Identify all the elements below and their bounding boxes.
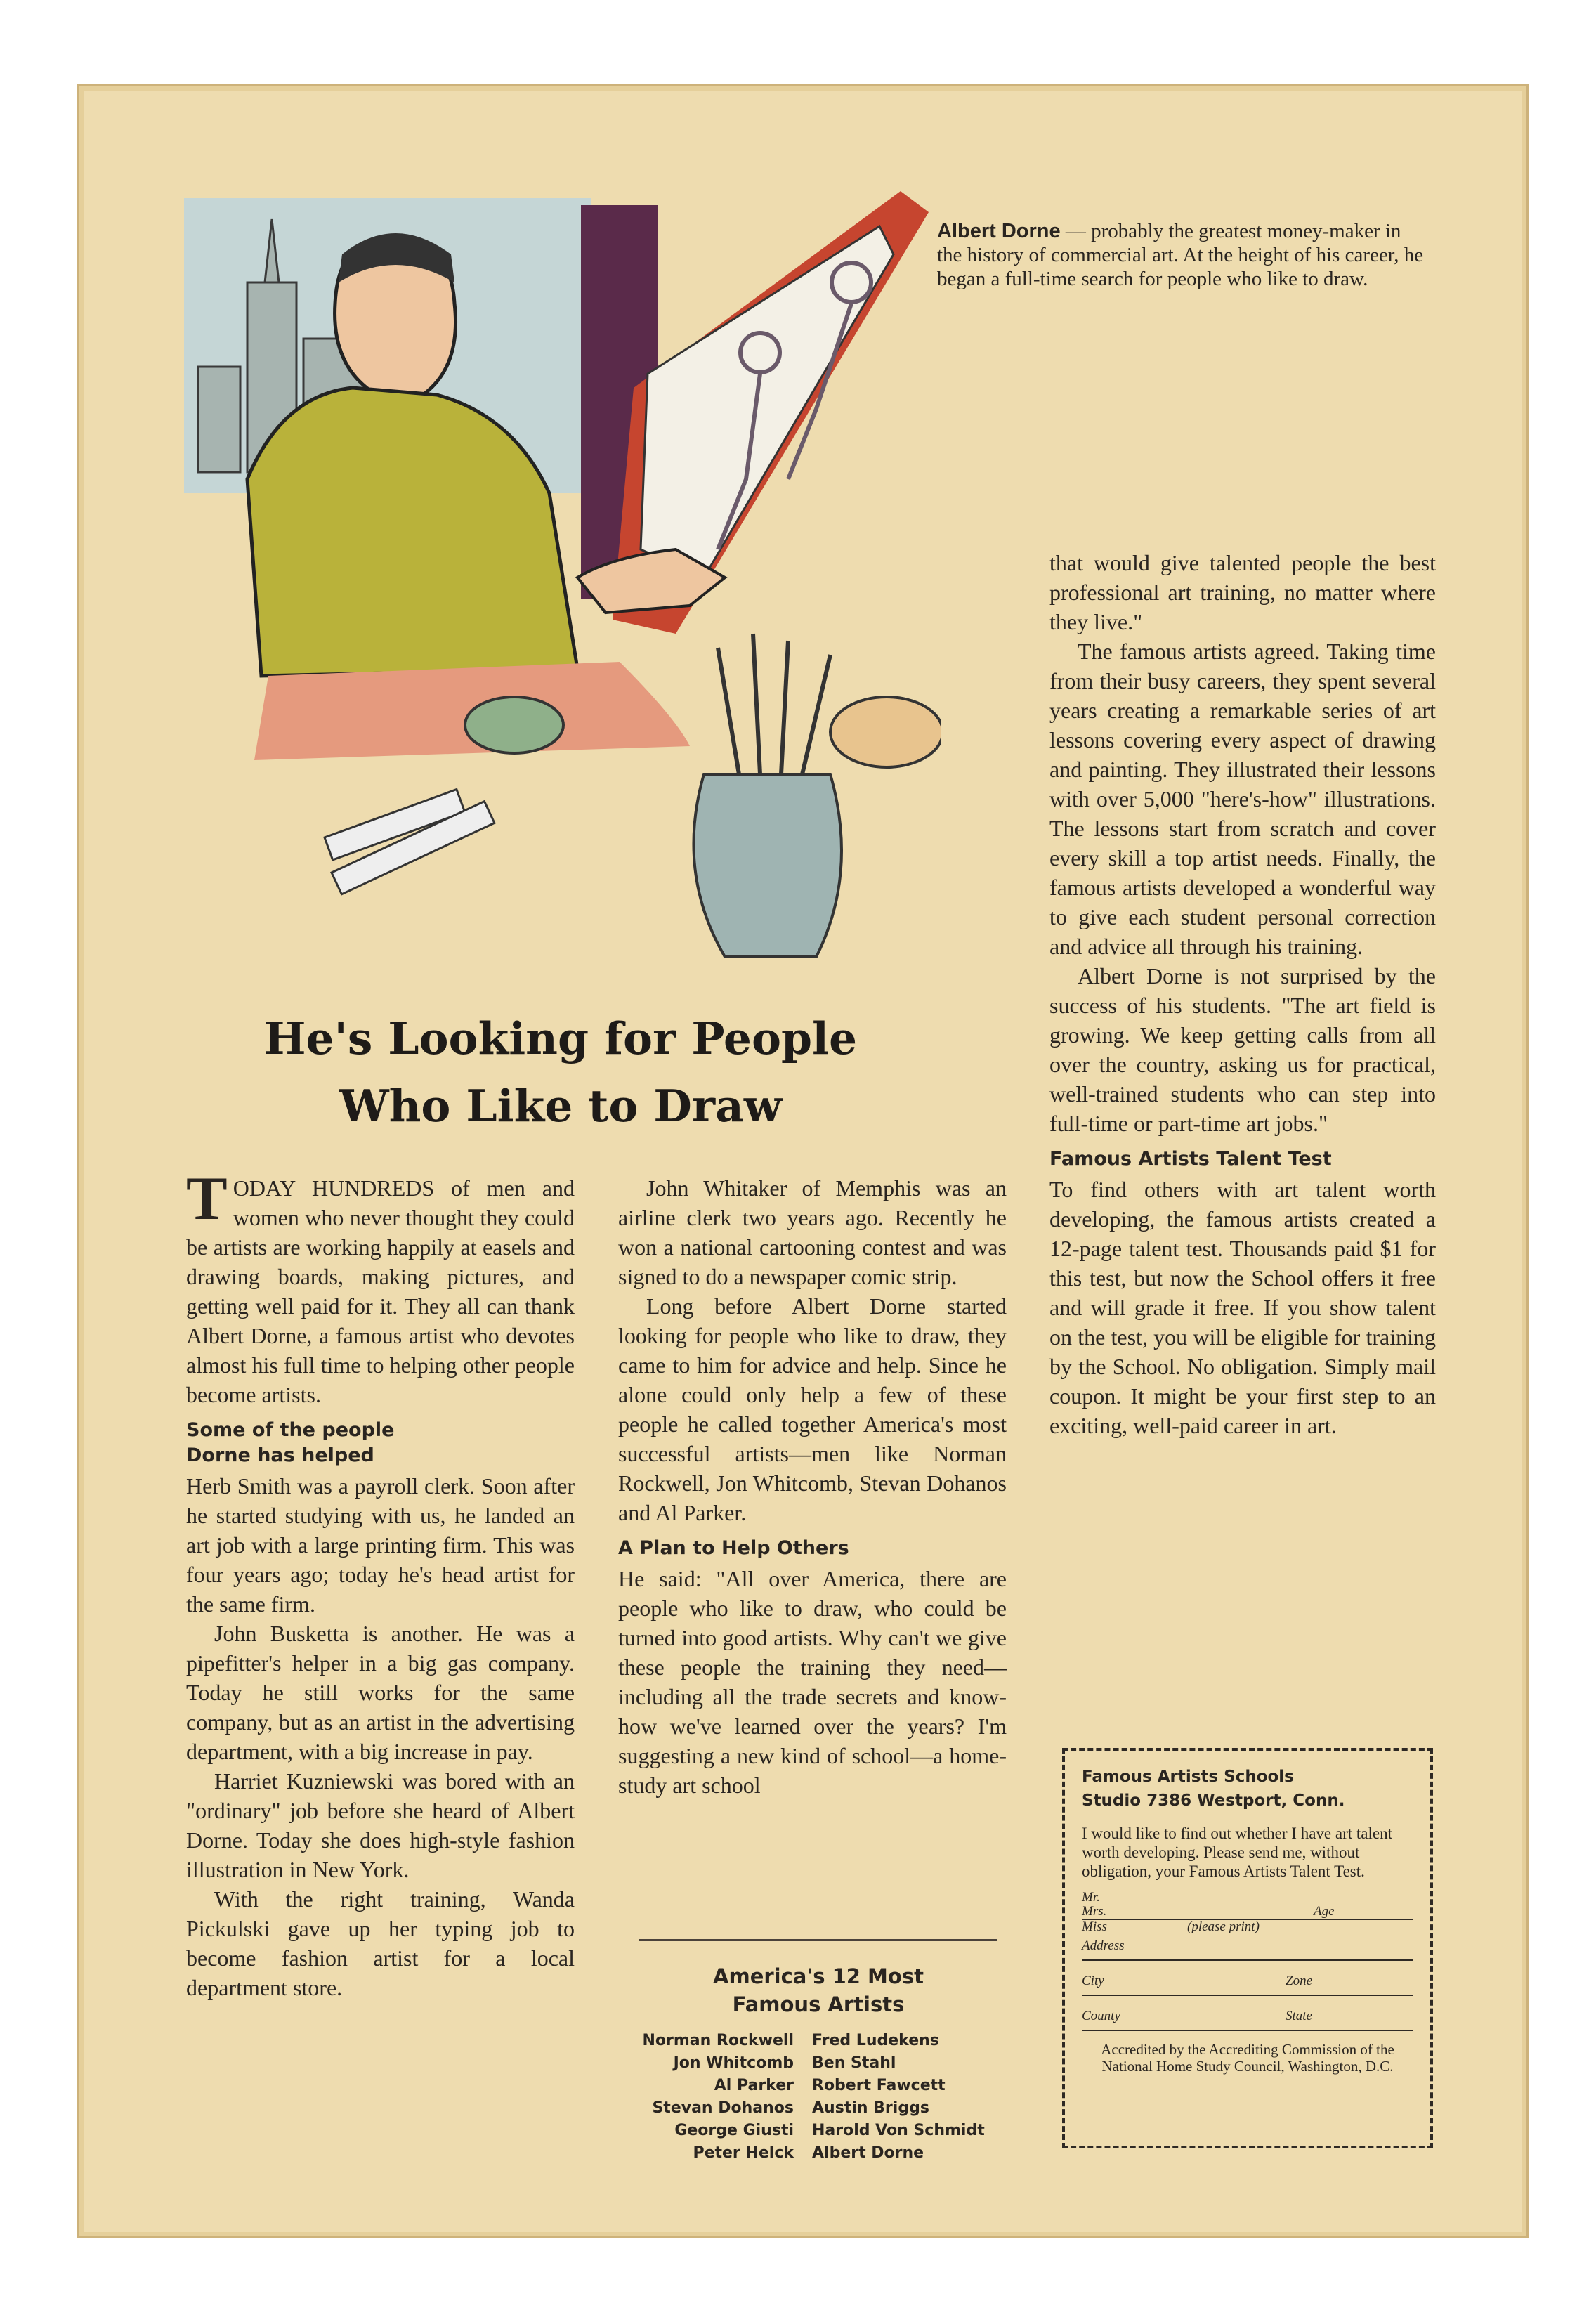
- coupon-please-print: (please print): [1187, 1919, 1260, 1934]
- coupon-address-field[interactable]: [1082, 1938, 1413, 1961]
- coupon-school-name: [1082, 1765, 1413, 1813]
- divider-rule: [639, 1939, 998, 1941]
- coupon-state-label: State: [1286, 2009, 1312, 2023]
- artist-name: Stevan Dohanos: [652, 2099, 794, 2117]
- coupon-miss-label: Miss: [1082, 1919, 1107, 1934]
- paragraph-long-before: Long before Albert Dorne started looking for people who like to draw, they came to him for advice and help. Since he alone could only help a few of these people he called together America's most successful artists—men like Norman Rockwell, Jon Whitcomb, Stevan Dohanos and Al Parker.: [618, 1293, 1007, 1525]
- artist-name: Jon Whitcomb: [673, 2054, 794, 2072]
- coupon-county-field[interactable]: [1082, 2009, 1413, 2031]
- coupon-zone-label: Zone: [1286, 1973, 1312, 1988]
- coupon-miss-row: [1082, 1920, 1413, 1934]
- paragraph-not-surprised: Albert Dorne is not surprised by the success of his students. "The art field is growing. We keep getting calls from all over the country, asking us for practical, well-trained students who can step into full-time or part-time art jobs.": [1049, 963, 1436, 1136]
- famous-title-line1: America's 12 Most: [713, 1964, 924, 1988]
- paragraph-harriet-kuzniewski: Harriet Kuzniewski was bored with an "ordinary" job before she heard of Albert Dorne. Today she does high-style fashion illustration in New York.: [186, 1768, 575, 1882]
- brushes-icon: [718, 634, 830, 774]
- coupon-name-block: [1082, 1891, 1413, 1934]
- coupon-mrs-label: Mrs.: [1082, 1904, 1107, 1919]
- drop-cap: T: [186, 1165, 228, 1233]
- artist-name-list: [611, 2030, 1026, 2165]
- headline: [184, 1005, 937, 1140]
- bowl-icon: [830, 697, 941, 767]
- subheading-talent-test: Famous Artists Talent Test: [1049, 1148, 1332, 1170]
- intro-paragraph: [186, 1165, 575, 1409]
- paragraph-john-busketta: John Busketta is another. He was a pipefitter's helper in a big gas company. Today he still works for the same company, but as an artist in the advertising department, with a big increase in pay.: [186, 1621, 575, 1764]
- artist-name: Ben Stahl: [812, 2054, 896, 2072]
- coupon-age-label: Age: [1314, 1904, 1335, 1919]
- intro-text: of men and women who never thought they could be artists are working happily at easels and drawing boards, making pictures, and getting well paid for it. They all can thank Albert Dorne, a famous artist who devotes almost his full time to helping other people become artists.: [186, 1175, 575, 1407]
- subheading-line1: Some of the people: [186, 1419, 395, 1441]
- artist-name: Al Parker: [714, 2077, 794, 2094]
- brush-vase-icon: [693, 774, 842, 957]
- headline-line2: Who Like to Draw: [339, 1080, 783, 1132]
- artist-name: Fred Ludekens: [812, 2032, 939, 2049]
- coupon-city-field[interactable]: [1082, 1973, 1413, 1996]
- paragraph-he-said: He said: "All over America, there are people who like to draw, who could be turned into good artists. Why can't we give these people the training they need—including all the trade secrets and know-how we've learned over the years? I'm suggesting a new kind of school—a home-study art school: [618, 1566, 1007, 1798]
- coupon-name-field[interactable]: [1082, 1905, 1413, 1920]
- caption-text: — probably the greatest money-maker in the history of commercial art. At the height of his career, he began a full-time search for people who like to draw.: [937, 220, 1424, 290]
- coupon-city-label: City: [1082, 1973, 1104, 1988]
- famous-title-line2: Famous Artists: [732, 1992, 905, 2016]
- paragraph-continued: that would give talented people the best professional art training, no matter where they live.": [1049, 550, 1436, 634]
- paint-jar-icon: [465, 697, 563, 753]
- article-column-1: [186, 1165, 575, 2002]
- headline-line1: He's Looking for People: [263, 1012, 858, 1064]
- paragraph-john-whitaker: John Whitaker of Memphis was an airline clerk two years ago. Recently he won a national cartooning contest and was signed to do a newspaper comic strip.: [618, 1175, 1007, 1289]
- artist-name: Austin Briggs: [812, 2099, 929, 2117]
- caption-name: Albert Dorne: [937, 220, 1061, 242]
- coupon-school-line2: Studio 7386 Westport, Conn.: [1082, 1792, 1345, 1810]
- coupon-request-text: I would like to find out whether I have art talent worth developing. Please send me, without obligation, your Famous Artists Talent Test.: [1082, 1825, 1392, 1880]
- article-column-2: [618, 1173, 1007, 1800]
- illustration-caption: [937, 219, 1429, 291]
- famous-artists-box: [611, 1939, 1026, 2165]
- artist-name: Robert Fawcett: [812, 2077, 946, 2094]
- mail-in-coupon[interactable]: [1062, 1748, 1433, 2148]
- artist-name: Harold Von Schmidt: [812, 2122, 985, 2139]
- article-column-3: [1049, 548, 1436, 1440]
- subheading-line2: Dorne has helped: [186, 1444, 374, 1466]
- coupon-accreditation: Accredited by the Accrediting Commission of the National Home Study Council, Washington, D.C.: [1101, 2041, 1394, 2075]
- subheading-plan: A Plan to Help Others: [618, 1537, 849, 1559]
- paint-tubes-icon: [325, 790, 495, 894]
- paragraph-wanda-pickulski: With the right training, Wanda Pickulski gave up her typing job to become fashion artist for a local department store.: [186, 1886, 575, 2000]
- lead-words: ODAY HUNDREDS: [233, 1175, 435, 1201]
- coupon-address-label: Address: [1082, 1938, 1125, 1953]
- coupon-school-line1: Famous Artists Schools: [1082, 1768, 1294, 1786]
- artist-name: Albert Dorne: [812, 2144, 924, 2162]
- coupon-county-label: County: [1082, 2009, 1120, 2023]
- artist-name: George Giusti: [674, 2122, 794, 2139]
- paragraph-talent-test: To find others with art talent worth developing, the famous artists created a 12-page talent test. Thousands paid $1 for this test, but now the School offers it free and will grade it free. If you show talent on the test, you will be eligible for training by the School. No obligation. Simply mail coupon. It might be your first step to an exciting, well-paid career in art.: [1049, 1177, 1436, 1438]
- famous-artists-title: [611, 1962, 1026, 2018]
- coupon-mr-label: Mr.: [1082, 1890, 1100, 1905]
- artist-name: Norman Rockwell: [642, 2032, 794, 2049]
- albert-dorne-illustration: [184, 184, 941, 1005]
- artist-name: Peter Helck: [693, 2144, 794, 2162]
- paragraph-artists-agreed: The famous artists agreed. Taking time from their busy careers, they spent several years creating a remarkable series of art lessons covering every aspect of drawing and painting. They illustrated their lessons with over 5,000 "here's-how" illustrations. The lessons start from scratch and cover every skill a top artist needs. Finally, the famous artists developed a wonderful way to give each student personal correction and advice all through his training.: [1049, 639, 1436, 959]
- subheading-people-helped: [186, 1418, 575, 1468]
- paragraph-herb-smith: Herb Smith was a payroll clerk. Soon after he started studying with us, he landed an art job with a large printing firm. This was four years ago; today he's head artist for the same firm.: [186, 1473, 575, 1617]
- drawing-paper: [641, 226, 894, 578]
